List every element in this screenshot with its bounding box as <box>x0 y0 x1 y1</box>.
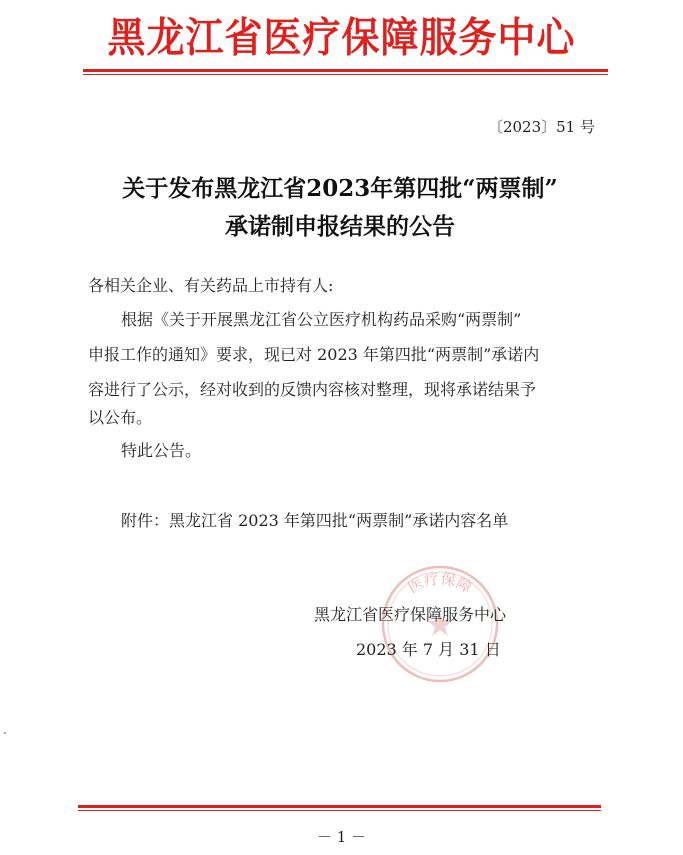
footer-rule-thin <box>78 810 601 811</box>
footer-rule-thick <box>78 805 601 808</box>
document-number: 〔2023〕51 号 <box>487 118 595 136</box>
signing-date: 2023 年 7 月 31 日 <box>356 640 501 659</box>
body-line-3: 容进行了公示，经对收到的反馈内容核对整理，现将承诺结果予 <box>88 380 537 399</box>
body-line-4: 以公布。 <box>88 408 153 427</box>
body-line-2: 申报工作的通知》要求，现已对 2023 年第四批“两票制”承诺内 <box>88 345 540 364</box>
document-title-line-2: 承诺制申报结果的公告 <box>225 213 455 240</box>
body-line-1: 根据《关于开展黑龙江省公立医疗机构药品采购“两票制” <box>121 310 522 329</box>
salutation: 各相关企业、有关药品上市持有人: <box>88 276 334 295</box>
letterhead-rule-thick <box>83 69 608 72</box>
attachment-link[interactable]: 附件：黑龙江省 2023 年第四批“两票制”承诺内容名单 <box>121 511 509 530</box>
letterhead-title: 黑龙江省医疗保障服务中心 <box>107 13 576 62</box>
document-title-line-1: 关于发布黑龙江省2023年第四批“两票制” <box>122 175 558 202</box>
page-number: － 1 － <box>316 828 367 846</box>
signing-organization: 黑龙江省医疗保障服务中心 <box>314 605 507 624</box>
closing-remark: 特此公告。 <box>121 441 202 460</box>
letterhead-rule-thin <box>83 74 608 75</box>
scan-speck <box>4 732 6 734</box>
seal-text: 医疗保障 <box>405 569 475 597</box>
